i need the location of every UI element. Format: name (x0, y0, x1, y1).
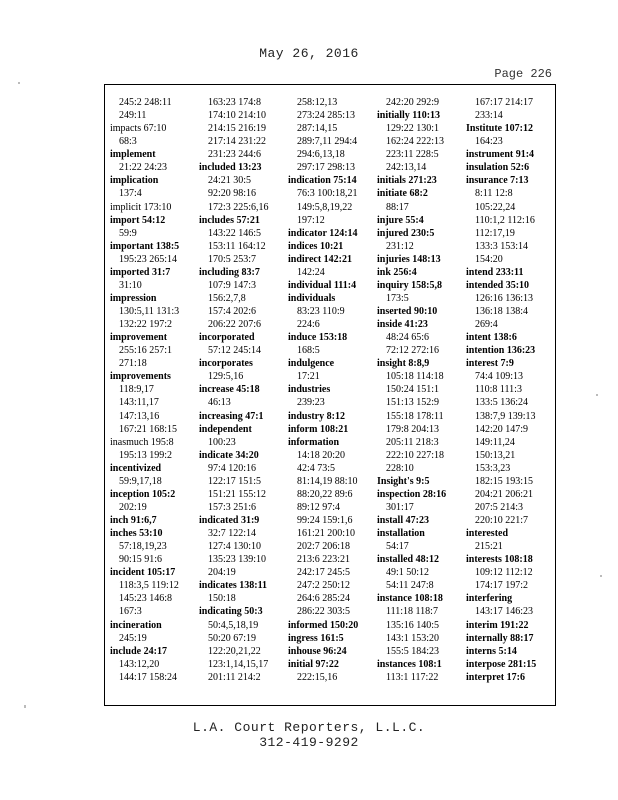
index-reference: 301:17 (386, 501, 414, 513)
index-reference: 173:5 (386, 292, 409, 304)
index-reference: 206:22 207:6 (208, 319, 262, 331)
index-reference: 83:23 110:9 (297, 306, 345, 317)
index-term: included 13:23 (199, 162, 262, 174)
index-reference: 133:3 153:14 (475, 240, 529, 252)
index-term: inside 41:23 (377, 319, 428, 331)
index-term: industries (288, 384, 331, 396)
index-term: improvement (110, 332, 168, 344)
index-reference: 76:3 100:18,21 (297, 188, 358, 200)
index-term: interim 191:22 (466, 619, 529, 631)
index-term: incorporated (199, 332, 255, 344)
index-reference: 213:6 223:21 (297, 554, 351, 566)
index-term: insulation 52:6 (466, 162, 530, 174)
index-reference: 143:1 153:20 (386, 632, 440, 644)
index-reference: 143:22 146:5 (208, 227, 262, 239)
index-reference: 97:4 120:16 (208, 462, 257, 474)
index-reference: 89:12 97:4 (297, 501, 341, 513)
index-term: important 138:5 (110, 240, 180, 252)
index-term: initiate 68:2 (377, 188, 428, 200)
index-reference: 195:13 199:2 (119, 449, 173, 461)
index-reference: 129:5,16 (208, 371, 244, 383)
index-term: ingress 161:5 (288, 632, 344, 644)
index-column-3 (288, 96, 374, 684)
index-term: indulgence (288, 358, 335, 370)
index-reference: 153:11 164:12 (208, 240, 266, 252)
scan-speck (18, 82, 20, 84)
index-reference: 144:17 158:24 (119, 671, 178, 683)
index-term: initial 97:22 (288, 658, 339, 670)
index-term: imported 31:7 (110, 266, 171, 278)
index-reference: 286:22 303:5 (297, 606, 351, 618)
index-term: independent (199, 423, 252, 435)
index-term: insight 8:8,9 (377, 358, 430, 370)
index-reference: 105:22,24 (475, 201, 516, 213)
index-reference: 174:17 197:2 (475, 580, 529, 592)
index-reference: 142:20 147:9 (475, 423, 529, 435)
index-term: induce 153:18 (288, 332, 348, 344)
index-reference: 49:1 50:12 (386, 567, 430, 579)
index-reference: 59:9 (119, 227, 137, 239)
index-term: initials 271:23 (377, 175, 437, 187)
index-reference: 201:11 214:2 (208, 671, 261, 683)
index-term: incident 105:17 (110, 567, 176, 579)
index-reference: 179:8 204:13 (386, 423, 440, 435)
index-reference: 167:17 214:17 (475, 97, 534, 108)
index-term: internally 88:17 (466, 632, 534, 644)
index-reference: 57:18,19,23 (119, 541, 167, 553)
index-term: including 83:7 (199, 266, 260, 278)
index-term: interests 108:18 (466, 554, 533, 566)
index-reference: 269:4 (475, 319, 498, 331)
index-term: incineration (110, 619, 162, 631)
index-term: implication (110, 175, 159, 187)
index-term: inspection 28:16 (377, 488, 447, 500)
index-reference: 220:10 221:7 (475, 515, 529, 526)
index-reference: 14:18 20:20 (297, 449, 346, 461)
index-term: interns 5:14 (466, 645, 517, 657)
index-reference: 258:12,13 (297, 97, 338, 108)
index-reference: 150:13,21 (475, 449, 516, 461)
index-term: installed 48:12 (377, 554, 439, 566)
index-term: information (288, 436, 340, 448)
index-term: intention 136:23 (466, 345, 536, 357)
index-reference: 129:22 130:1 (386, 123, 440, 135)
index-reference: 151:21 155:12 (208, 488, 267, 500)
index-reference: 90:15 91:6 (119, 554, 163, 566)
index-reference: 110:1,2 112:16 (475, 214, 535, 226)
index-reference: 126:16 136:13 (475, 292, 534, 304)
index-term: interfering (466, 593, 513, 605)
index-reference: 122:17 151:5 (208, 475, 262, 487)
index-reference: 42:4 73:5 (297, 462, 336, 474)
index-reference: 127:4 130:10 (208, 541, 262, 553)
index-reference: 239:23 (297, 397, 325, 409)
index-reference: 289:7,11 294:4 (297, 136, 358, 148)
index-reference: 122:20,21,22 (208, 645, 261, 657)
index-term: inception 105:2 (110, 488, 176, 500)
index-term: improvements (110, 371, 171, 383)
index-reference: 150:18 (208, 593, 236, 605)
index-reference: 242:13,14 (386, 162, 427, 174)
index-reference: 143:17 146:23 (475, 606, 534, 618)
index-reference: 112:17,19 (475, 227, 515, 239)
index-term: interested (466, 528, 509, 540)
index-reference: 222:15,16 (297, 671, 338, 683)
transcript-date: May 26, 2016 (259, 46, 359, 61)
index-reference: 31:10 (119, 279, 142, 291)
index-term: injuries 148:13 (377, 253, 441, 265)
index-reference: 88:17 (386, 201, 409, 213)
index-term: informed 150:20 (288, 619, 359, 631)
index-reference: 174:10 214:10 (208, 110, 267, 122)
index-reference: 247:2 250:12 (297, 580, 351, 592)
index-term: individual 111:4 (288, 279, 357, 291)
index-reference: 123:1,14,15,17 (208, 658, 269, 670)
index-reference: 138:7,9 139:13 (475, 410, 536, 422)
index-column-4 (377, 96, 463, 684)
index-reference: 111:18 118:7 (386, 606, 438, 618)
index-reference: 245:19 (119, 632, 147, 644)
index-term: instance 108:18 (377, 593, 443, 605)
index-reference: 167:21 168:15 (119, 423, 178, 435)
index-reference: 118:9,17 (119, 384, 154, 396)
index-reference: 228:10 (386, 462, 414, 474)
index-reference: 214:15 216:19 (208, 123, 267, 135)
index-reference: 99:24 159:1,6 (297, 515, 353, 526)
index-reference: 24:21 30:5 (208, 175, 252, 187)
index-reference: 50:4,5,18,19 (208, 619, 259, 631)
index-term: intent 138:6 (466, 332, 517, 344)
index-reference: 133:5 136:24 (475, 397, 529, 409)
index-reference: 17:21 (297, 371, 320, 383)
index-reference: 132:22 197:2 (119, 319, 173, 331)
index-reference: 113:1 117:22 (386, 671, 439, 683)
index-reference: 294:6,13,18 (297, 149, 345, 161)
index-reference: 81:14,19 88:10 (297, 475, 358, 487)
index-reference: 145:23 146:8 (119, 593, 173, 605)
index-column-5 (466, 96, 552, 684)
index-reference: 54:17 (386, 541, 409, 553)
index-reference: 204:19 (208, 567, 236, 579)
index-reference: 156:2,7,8 (208, 292, 246, 304)
index-reference: 48:24 65:6 (386, 332, 430, 344)
index-reference: 157:4 202:6 (208, 306, 257, 317)
index-reference: 245:2 248:11 (119, 97, 172, 108)
index-term: import 54:12 (110, 214, 166, 226)
index-reference: 32:7 122:14 (208, 528, 257, 540)
index-reference: 135:16 140:5 (386, 619, 440, 631)
index-reference: implicit 173:10 (110, 201, 172, 213)
index-term: impression (110, 292, 157, 304)
index-term: Institute 107:12 (466, 123, 533, 135)
index-term: instances 108:1 (377, 658, 442, 670)
index-term: intend 233:11 (466, 266, 524, 278)
index-reference: 130:5,11 131:3 (119, 306, 180, 317)
index-reference: 109:12 112:12 (475, 567, 533, 579)
index-reference: 163:23 174:8 (208, 97, 262, 108)
index-reference: 155:18 178:11 (386, 410, 444, 422)
index-reference: 107:9 147:3 (208, 279, 257, 291)
index-reference: 202:7 206:18 (297, 541, 351, 553)
index-reference: 54:11 247:8 (386, 580, 434, 592)
index-reference: 149:11,24 (475, 436, 515, 448)
index-reference: 162:24 222:13 (386, 136, 445, 148)
index-term: injure 55:4 (377, 214, 424, 226)
index-reference: 50:20 67:19 (208, 632, 257, 644)
index-reference: inasmuch 195:8 (110, 436, 174, 448)
index-reference: 149:5,8,19,22 (297, 201, 353, 213)
index-reference: 223:11 228:5 (386, 149, 439, 161)
index-term: indices 10:21 (288, 240, 344, 252)
index-reference: 143:12,20 (119, 658, 160, 670)
scan-speck (596, 394, 598, 396)
index-term: insurance 7:13 (466, 175, 529, 187)
index-term: indicated 31:9 (199, 515, 260, 526)
index-reference: 118:3,5 119:12 (119, 580, 179, 592)
index-term: ink 256:4 (377, 266, 417, 278)
index-reference: 264:6 285:24 (297, 593, 351, 605)
index-reference: 215:21 (475, 541, 503, 553)
index-term: interpret 17:6 (466, 671, 525, 683)
index-reference: 155:5 184:23 (386, 645, 440, 657)
index-reference: 153:3,23 (475, 462, 511, 474)
index-reference: 157:3 251:6 (208, 501, 257, 513)
index-term: industry 8:12 (288, 410, 345, 422)
index-reference: 105:18 114:18 (386, 371, 444, 383)
index-reference: 154:20 (475, 253, 503, 265)
index-reference: 207:5 214:3 (475, 501, 524, 513)
index-term: indirect 142:21 (288, 253, 352, 265)
index-term: inform 108:21 (288, 423, 349, 435)
index-reference: 135:23 139:10 (208, 554, 267, 566)
index-term: instrument 91:4 (466, 149, 535, 161)
index-reference: 168:5 (297, 345, 320, 357)
index-term: interpose 281:15 (466, 658, 537, 670)
index-term: increase 45:18 (199, 384, 260, 396)
index-term: indication 75:14 (288, 175, 357, 187)
index-term: inquiry 158:5,8 (377, 279, 443, 291)
index-reference: 110:8 111:3 (475, 384, 522, 396)
index-term: install 47:23 (377, 515, 429, 526)
index-reference: 217:14 231:22 (208, 136, 267, 148)
index-reference: 8:11 12:8 (475, 188, 513, 200)
index-term: inhouse 96:24 (288, 645, 347, 657)
index-reference: 287:14,15 (297, 123, 338, 135)
index-term: incentivized (110, 462, 162, 474)
index-reference: 92:20 98:16 (208, 188, 257, 200)
index-reference: impacts 67:10 (110, 123, 167, 135)
index-reference: 242:20 292:9 (386, 97, 440, 108)
index-term: indicator 124:14 (288, 227, 358, 239)
index-term: includes 57:21 (199, 214, 260, 226)
index-reference: 74:4 109:13 (475, 371, 524, 383)
index-term: interest 7:9 (466, 358, 514, 370)
index-reference: 136:18 138:4 (475, 306, 529, 317)
index-reference: 202:19 (119, 501, 147, 513)
index-reference: 143:11,17 (119, 397, 159, 409)
index-reference: 68:3 (119, 136, 137, 148)
index-term: intended 35:10 (466, 279, 530, 291)
index-reference: 59:9,17,18 (119, 475, 162, 487)
index-term: increasing 47:1 (199, 410, 264, 422)
index-reference: 224:6 (297, 319, 320, 331)
index-reference: 197:12 (297, 214, 325, 226)
index-reference: 182:15 193:15 (475, 475, 534, 487)
index-reference: 255:16 257:1 (119, 345, 173, 357)
index-column-1 (110, 96, 196, 684)
index-term: indicate 34:20 (199, 449, 259, 461)
index-reference: 164:23 (475, 136, 503, 148)
index-reference: 242:17 245:5 (297, 567, 351, 579)
index-term: installation (377, 528, 425, 540)
index-reference: 100:23 (208, 436, 236, 448)
index-reference: 205:11 218:3 (386, 436, 439, 448)
index-reference: 88:20,22 89:6 (297, 488, 353, 500)
index-reference: 172:3 225:6,16 (208, 201, 269, 213)
index-term: implement (110, 149, 156, 161)
index-term: individuals (288, 292, 336, 304)
index-reference: 222:10 227:18 (386, 449, 445, 461)
index-column-2 (199, 96, 285, 684)
index-reference: 167:3 (119, 606, 142, 618)
index-reference: 142:24 (297, 266, 325, 278)
index-reference: 72:12 272:16 (386, 345, 440, 357)
index-reference: 231:12 (386, 240, 414, 252)
index-reference: 249:11 (119, 110, 147, 122)
index-reference: 46:13 (208, 397, 231, 409)
court-reporter-name: L.A. Court Reporters, L.L.C. (192, 720, 426, 735)
index-reference: 204:21 206:21 (475, 488, 534, 500)
index-term: indicating 50:3 (199, 606, 263, 618)
scan-speck (24, 705, 26, 708)
index-reference: 273:24 285:13 (297, 110, 356, 122)
index-term: inserted 90:10 (377, 306, 438, 317)
index-reference: 233:14 (475, 110, 503, 122)
index-reference: 161:21 200:10 (297, 528, 356, 540)
index-term: Insight's 9:5 (377, 475, 430, 487)
index-term: incorporates (199, 358, 253, 370)
index-reference: 137:4 (119, 188, 142, 200)
index-term: inches 53:10 (110, 528, 163, 540)
page-number: Page 226 (494, 67, 552, 81)
index-reference: 231:23 244:6 (208, 149, 262, 161)
index-reference: 57:12 245:14 (208, 345, 262, 357)
court-reporter-phone: 312-419-9292 (259, 735, 359, 750)
index-reference: 21:22 24:23 (119, 162, 168, 174)
index-reference: 271:18 (119, 358, 147, 370)
index-reference: 150:24 151:1 (386, 384, 440, 396)
index-reference: 195:23 265:14 (119, 253, 178, 265)
scan-speck (600, 575, 602, 577)
index-reference: 147:13,16 (119, 410, 160, 422)
index-reference: 151:13 152:9 (386, 397, 440, 409)
index-reference: 297:17 298:13 (297, 162, 356, 174)
index-term: injured 230:5 (377, 227, 435, 239)
index-term: inch 91:6,7 (110, 515, 157, 526)
index-term: indicates 138:11 (199, 580, 268, 592)
index-reference: 170:5 253:7 (208, 253, 257, 265)
index-term: initially 110:13 (377, 110, 441, 122)
index-term: include 24:17 (110, 645, 167, 657)
